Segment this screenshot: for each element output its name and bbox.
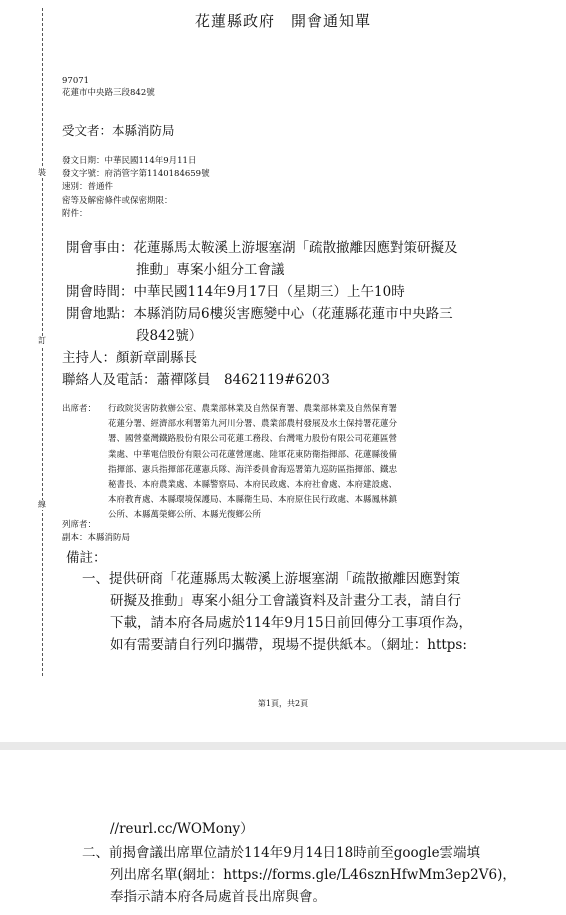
meeting-subject-line2: 推動」專案小組分工會議 [136,262,285,278]
note-1-line3: 下載，請本府各局處於114年9月15日前回傳分工事項作為， [110,615,473,631]
note-1-line1: 一、提供研商「花蓮縣馬太鞍溪上游堰塞湖「疏散撤離因應對策 [82,571,460,587]
binding-mark-ding: 訂 [38,336,46,345]
street-address: 花蓮市中央路三段842號 [62,88,155,98]
meeting-time: 開會時間：中華民國114年9月17日（星期三）上午10時 [66,284,405,300]
meeting-place-line1: 開會地點：本縣消防局6樓災害應變中心（花蓮縣花蓮市中央路三 [66,306,453,322]
note-1-line2: 研擬及推動」專案小組分工會議資料及計畫分工表，請自行 [110,593,461,609]
attachments: 附件： [62,209,88,219]
secrecy-level: 密等及解密條件或保密期限： [62,196,173,206]
document-title: 花蓮縣政府 開會通知單 [194,12,371,30]
attendees-list [108,402,513,524]
attendees-label: 出席者： [62,404,97,414]
attendees-line: 行政院災害防救辦公室、農業部林業及自然保育署、農業部林業及自然保育署 [108,404,398,414]
binding-mark-xian: 線 [38,500,46,509]
note-2-line3: 奉指示請本府各局處首長出席與會。 [110,889,326,905]
issue-date: 發文日期：中華民國114年9月11日 [62,156,197,166]
attendees-line: 指揮部、憲兵指揮部花蓮憲兵隊、海洋委員會海巡署第九巡防區指揮部、鐵忠 [108,464,398,475]
recipient: 受文者：本縣消防局 [62,123,175,138]
meeting-subject-line1: 開會事由：花蓮縣馬太鞍溪上游堰塞湖「疏散撤離因應對策研擬及 [66,240,458,256]
contact-person: 聯絡人及電話：蕭禪隊員 8462119#6203 [62,372,330,388]
cc-line: 副本：本縣消防局 [62,533,131,543]
note-1-line4: 如有需要請自行列印攜帶，現場不提供紙本。（網址：https: [110,637,467,653]
document-page-2 [0,750,566,915]
zip-code: 97071 [62,76,90,86]
attendees-line: 花蓮分署、經濟部水利署第九河川分署、農業部農村發展及水土保持署花蓮分 [108,419,398,430]
attendees-line: 業處、中華電信股份有限公司花蓮營運處、陸軍花東防衛指揮部、花蓮縣後備 [108,449,398,460]
attendees-line: 公所、本縣萬榮鄉公所、本縣光復鄉公所 [108,510,262,521]
notes-label: 備註： [66,550,107,566]
meeting-place-line2: 段842號） [136,328,203,344]
page-gap [0,742,566,750]
attendees-line: 秘書長、本府農業處、本縣警察局、本府民政處、本府社會處、本府建設處、 [108,480,398,491]
observers-label: 列席者： [62,520,97,530]
note-2-line2: 列出席名單(網址：https://forms.gle/L46sznHfwMm3ep2V6)， [110,867,516,883]
note-1-line5: //reurl.cc/WOMony） [110,821,254,837]
attendees-line: 署、國營臺灣鐵路股份有限公司花蓮工務段、台灣電力股份有限公司花蓮區營 [108,434,398,445]
attendees-line: 本府教育處、本縣環境保護局、本縣衛生局、本府原住民行政處、本縣鳳林鎮 [108,495,398,506]
note-2-line1: 二、前揭會議出席單位請於114年9月14日18時前至google雲端填 [82,845,481,861]
issue-number: 發文字號：府消管字第1140184659號 [62,169,210,179]
meeting-host: 主持人：顏新章副縣長 [62,350,197,366]
binding-mark-zhuang: 裝 [38,168,46,177]
delivery-speed: 速別：普通件 [62,182,114,192]
page-number: 第1頁，共2頁 [257,699,309,708]
